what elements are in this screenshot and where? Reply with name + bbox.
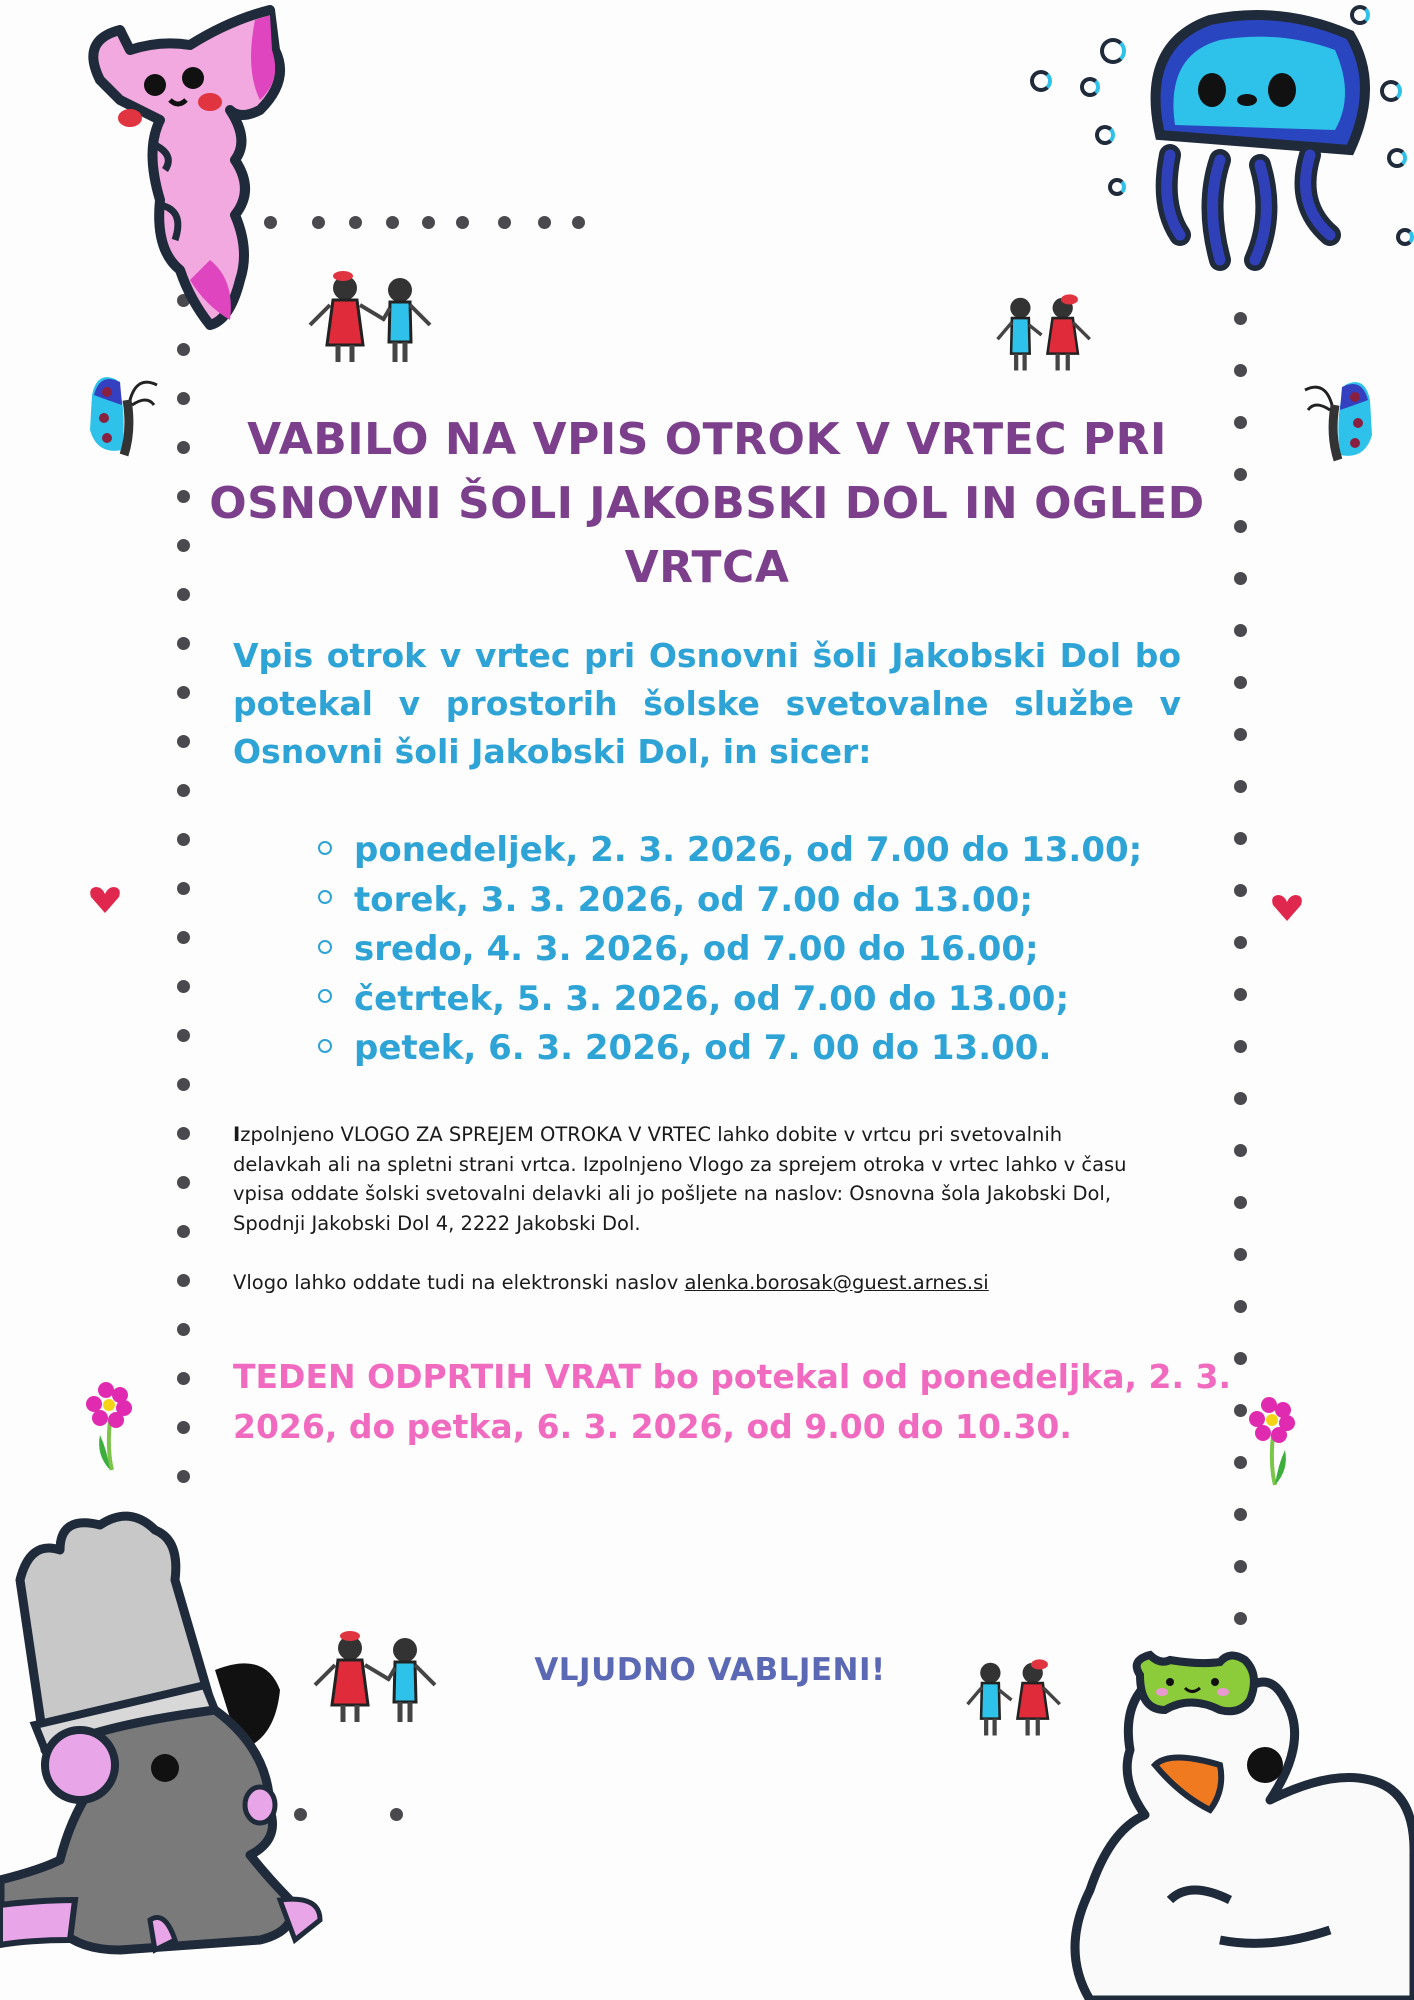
schedule-item: četrtek, 5. 3. 2026, od 7.00 do 13.00; bbox=[318, 975, 1142, 1025]
border-dot bbox=[177, 735, 190, 748]
border-dot bbox=[572, 216, 585, 229]
jellyfish-icon bbox=[1130, 5, 1390, 275]
border-dot bbox=[422, 216, 435, 229]
title-line-3: VRTCA bbox=[624, 542, 790, 593]
schedule-list bbox=[318, 826, 1142, 1074]
border-dot bbox=[1234, 780, 1247, 793]
border-dot bbox=[1234, 624, 1247, 637]
application-info bbox=[233, 1120, 1133, 1298]
bubble-icon bbox=[1350, 5, 1370, 25]
border-dot bbox=[498, 216, 511, 229]
border-dot bbox=[177, 343, 190, 356]
border-dot bbox=[1234, 1560, 1247, 1573]
schedule-item: petek, 6. 3. 2026, od 7. 00 do 13.00. bbox=[318, 1024, 1142, 1074]
border-dot bbox=[177, 980, 190, 993]
border-dot bbox=[1234, 1248, 1247, 1261]
page-title bbox=[160, 408, 1254, 600]
duck-with-frog-icon bbox=[1070, 1650, 1414, 2000]
border-dot bbox=[1234, 936, 1247, 949]
bubble-icon bbox=[1387, 148, 1407, 168]
border-dot bbox=[349, 216, 362, 229]
border-dot bbox=[177, 784, 190, 797]
border-dot bbox=[1234, 832, 1247, 845]
border-dot bbox=[1234, 1196, 1247, 1209]
border-dot bbox=[177, 1372, 190, 1385]
border-dot bbox=[1234, 1300, 1247, 1313]
bubble-icon bbox=[1396, 228, 1414, 246]
title-line-2: OSNOVNI ŠOLI JAKOBSKI DOL IN OGLED bbox=[209, 478, 1205, 529]
email-link[interactable]: alenka.borosak@guest.arnes.si bbox=[684, 1271, 989, 1294]
border-dot bbox=[1234, 728, 1247, 741]
open-week-notice: TEDEN ODPRTIH VRAT bo potekal od ponedeljka, 2. 3. 2026, do petka, 6. 3. 2026, od 9.00 do 10.30. bbox=[233, 1357, 1232, 1446]
border-dot bbox=[390, 1808, 403, 1821]
border-dot bbox=[177, 1274, 190, 1287]
bubble-icon bbox=[1080, 77, 1100, 97]
border-dot bbox=[1234, 1092, 1247, 1105]
circle-bullet-icon bbox=[318, 1039, 332, 1053]
axolotl-icon bbox=[60, 0, 310, 340]
closing-text: VLJUDNO VABLJENI! bbox=[534, 1652, 886, 1688]
children-holding-hands-icon bbox=[965, 1650, 1075, 1750]
bubble-icon bbox=[1108, 178, 1126, 196]
border-dot bbox=[177, 931, 190, 944]
border-dot bbox=[177, 1029, 190, 1042]
border-dot bbox=[177, 1470, 190, 1483]
schedule-item: torek, 3. 3. 2026, od 7.00 do 13.00; bbox=[318, 876, 1142, 926]
border-dot bbox=[177, 1323, 190, 1336]
border-dot bbox=[177, 392, 190, 405]
border-dot bbox=[1234, 1144, 1247, 1157]
border-dot bbox=[1234, 364, 1247, 377]
border-dot bbox=[1234, 1612, 1247, 1625]
flower-right-icon bbox=[1245, 1395, 1305, 1490]
butterfly-left-icon bbox=[82, 370, 162, 460]
border-dot bbox=[177, 637, 190, 650]
bubble-icon bbox=[1100, 38, 1126, 64]
border-dot bbox=[1234, 676, 1247, 689]
border-dot bbox=[1234, 884, 1247, 897]
border-dot bbox=[177, 882, 190, 895]
border-dot bbox=[1234, 1508, 1247, 1521]
border-dot bbox=[1234, 1040, 1247, 1053]
bubble-icon bbox=[1030, 70, 1052, 92]
border-dot bbox=[1234, 988, 1247, 1001]
border-dot bbox=[1234, 312, 1247, 325]
heart-right-icon bbox=[1270, 893, 1304, 923]
border-dot bbox=[177, 1421, 190, 1434]
butterfly-right-icon bbox=[1300, 375, 1380, 465]
border-dot bbox=[177, 686, 190, 699]
border-dot bbox=[177, 1225, 190, 1238]
border-dot bbox=[177, 1078, 190, 1091]
heart-left-icon bbox=[88, 885, 122, 915]
children-holding-hands-icon bbox=[995, 285, 1105, 385]
schedule-item: ponedeljek, 2. 3. 2026, od 7.00 do 13.00; bbox=[318, 826, 1142, 876]
intro-paragraph: Vpis otrok v vrtec pri Osnovni šoli Jakobski Dol bo potekal v prostorih šolske svetovalne službe v Osnovni šoli Jakobski Dol, in sicer: bbox=[233, 636, 1181, 771]
border-dot bbox=[538, 216, 551, 229]
border-dot bbox=[386, 216, 399, 229]
flower-left-icon bbox=[82, 1380, 142, 1475]
circle-bullet-icon bbox=[318, 890, 332, 904]
circle-bullet-icon bbox=[318, 989, 332, 1003]
email-paragraph: Vlogo lahko oddate tudi na elektronski naslov alenka.borosak@guest.arnes.si bbox=[233, 1271, 989, 1294]
bubble-icon bbox=[1380, 80, 1402, 102]
children-holding-hands-icon bbox=[305, 270, 435, 370]
bubble-icon bbox=[1095, 125, 1115, 145]
border-dot bbox=[177, 1127, 190, 1140]
border-dot bbox=[1234, 1352, 1247, 1365]
application-paragraph: Izpolnjeno VLOGO ZA SPREJEM OTROKA V VRTEC lahko dobite v vrtcu pri svetovalnih delavkah ali na spletni strani vrtca. Izpolnjeno Vlogo za sprejem otroka v vrtec lahko v času vpisa oddate šolski svetovalni delavki ali jo pošljete na naslov: Osnovna šola Jakobski Dol, Spodnji Jakobski Dol 4, 2222 Jakobski Dol. bbox=[233, 1123, 1127, 1235]
chef-mouse-icon bbox=[0, 1500, 330, 1960]
circle-bullet-icon bbox=[318, 841, 332, 855]
title-line-1: VABILO NA VPIS OTROK V VRTEC PRI bbox=[247, 414, 1167, 465]
border-dot bbox=[177, 833, 190, 846]
border-dot bbox=[312, 216, 325, 229]
border-dot bbox=[456, 216, 469, 229]
circle-bullet-icon bbox=[318, 940, 332, 954]
border-dot bbox=[177, 1176, 190, 1189]
schedule-item: sredo, 4. 3. 2026, od 7.00 do 16.00; bbox=[318, 925, 1142, 975]
